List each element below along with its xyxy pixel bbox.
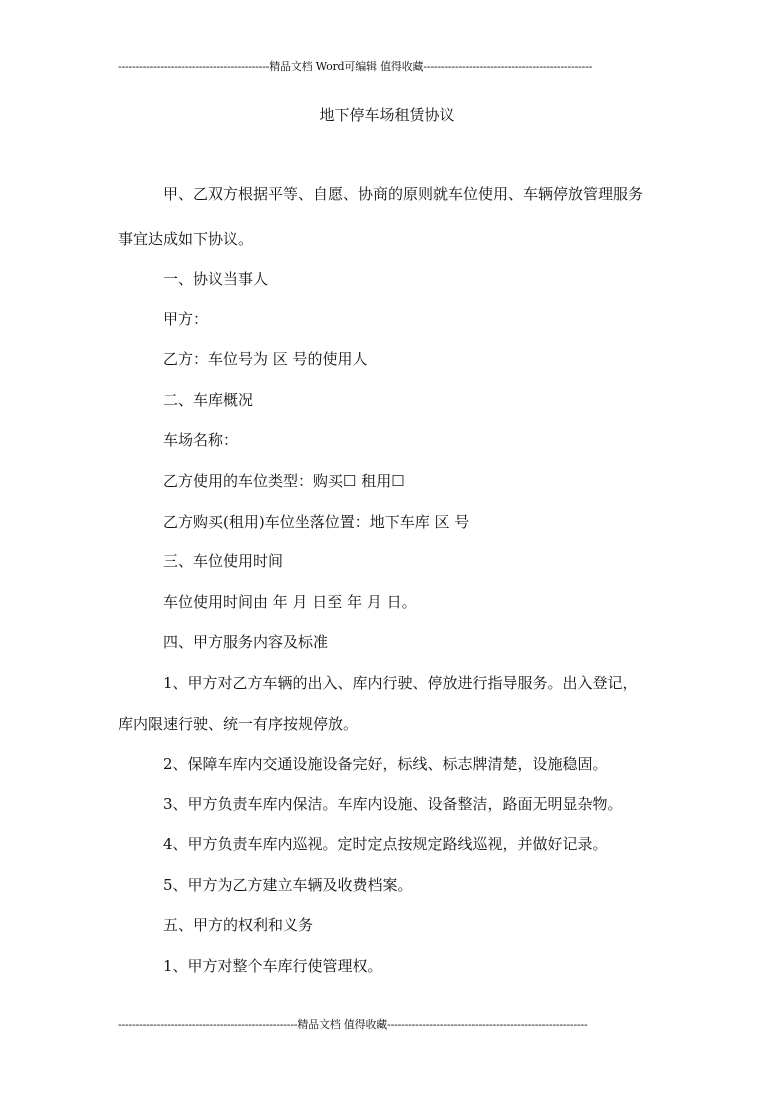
- paragraph-line: 车场名称：: [163, 431, 239, 449]
- paragraph-line: 乙方使用的车位类型：购买☐ 租用☐: [163, 472, 405, 490]
- paragraph-line: 甲、乙双方根据平等、自愿、协商的原则就车位使用、车辆停放管理服务: [163, 185, 644, 203]
- page-header: -------------------------------------------精品文档 Word可编辑 值得收藏------------------------------------------------: [118, 60, 593, 73]
- section-heading: 四、甲方服务内容及标准: [163, 633, 329, 651]
- paragraph-line: 1、甲方对整个车库行使管理权。: [163, 957, 383, 975]
- paragraph-line: 车位使用时间由 年 月 日至 年 月 日。: [163, 593, 417, 611]
- section-heading: 一、协议当事人: [163, 270, 269, 288]
- paragraph-line: 2、保障车库内交通设施设备完好，标线、标志牌清楚，设施稳固。: [163, 755, 608, 773]
- page-footer: ---------------------------------------------------精品文档 值得收藏---------------------------------------------------------: [118, 1018, 588, 1031]
- paragraph-line: 甲方：: [163, 310, 209, 328]
- paragraph-line: 事宜达成如下协议。: [118, 230, 254, 248]
- paragraph-line: 4、甲方负责车库内巡视。定时定点按规定路线巡视，并做好记录。: [163, 835, 608, 853]
- paragraph-line: 乙方：车位号为 区 号的使用人: [163, 350, 368, 368]
- section-heading: 五、甲方的权利和义务: [163, 916, 314, 934]
- paragraph-line: 乙方购买(租用)车位坐落位置：地下车库 区 号: [163, 513, 470, 531]
- document-title: 地下停车场租赁协议: [319, 106, 455, 124]
- section-heading: 二、车库概况: [163, 391, 254, 409]
- paragraph-line: 库内限速行驶、统一有序按规停放。: [118, 715, 359, 733]
- paragraph-line: 1、甲方对乙方车辆的出入、库内行驶、停放进行指导服务。出入登记，: [163, 674, 638, 692]
- section-heading: 三、车位使用时间: [163, 552, 284, 570]
- paragraph-line: 3、甲方负责车库内保洁。车库内设施、设备整洁，路面无明显杂物。: [163, 795, 623, 813]
- paragraph-line: 5、甲方为乙方建立车辆及收费档案。: [163, 876, 413, 894]
